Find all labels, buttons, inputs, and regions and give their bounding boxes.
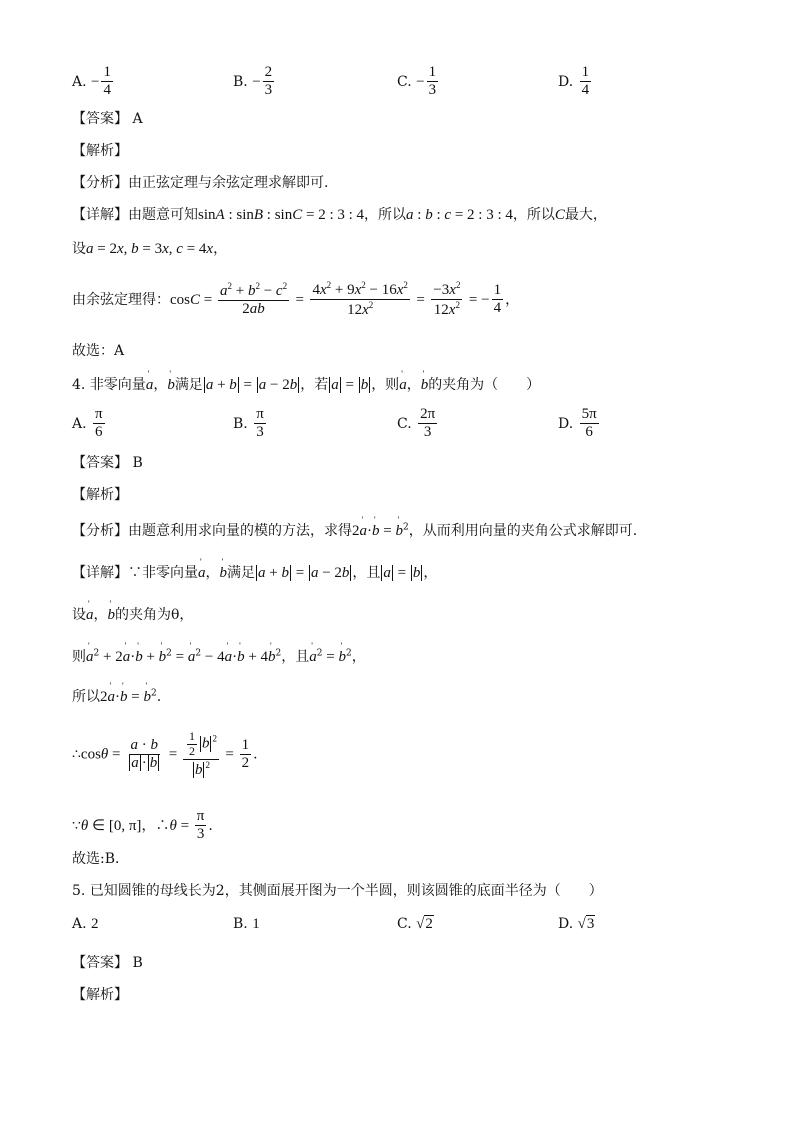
q5-option-a: A. 2 (72, 916, 99, 932)
q4-option-c: C. $\frac{2\pi}{3}$ (397, 406, 436, 441)
q5-option-d: D. √3 (558, 916, 595, 932)
q3-option-a: A. − $\frac{1}{4}$ (72, 64, 111, 99)
q4-theta-range: ∵θ ∈ [0, π]，∴θ = $\frac{\pi}{3}$ . (72, 808, 213, 843)
q4-so: 所以2' a·' b = ' $b^2$. (72, 686, 161, 706)
q5-option-b: B. 1 (233, 916, 260, 932)
q3-detail: 【详解】由题意可知sinA : sinB : sinC = 2 : 3 : 4，所以a : b : c = 2 : 3 : 4，所以C最大， (72, 207, 607, 223)
q4-option-d: D. $\frac{5\pi}{6}$ (558, 406, 597, 441)
q4-option-b: B. $\frac{\pi}{3}$ (233, 406, 264, 441)
q3-option-c: C. − $\frac{1}{3}$ (397, 64, 437, 99)
q3-option-d: D. $\frac{1}{4}$ (558, 64, 590, 99)
q4-expansion: 则' $a^2 + 2'$ a·' b + ' $b^2$ = ' $a^2 - 4'$ a·' b + 4' $b^2$，且' $a^2$ = ' $b^2$， (72, 646, 366, 666)
q5-answer: 【答案】 B (72, 955, 143, 971)
q3-fenxi: 【分析】由正弦定理与余弦定理求解即可. (72, 175, 329, 191)
q4-detail: 【详解】∵非零向量' a，' b满足 a + b = a − 2b ，且 a = b ， (72, 562, 437, 582)
q3-answer: 【答案】 A (72, 111, 143, 127)
q3-let: 设a = 2x, b = 3x, c = 4x， (72, 241, 228, 257)
q5-option-c: C. √2 (397, 916, 433, 932)
q4-fenxi: 【分析】由题意利用求向量的模的方法，求得2' a·' b = ' $b^2$，从而利用向量的夹角公式求解即可. (72, 520, 637, 540)
q4-answer: 【答案】 B (72, 455, 143, 471)
q4-analysis-tag: 【解析】 (72, 487, 128, 503)
q4-option-a: A. $\frac{\pi}{6}$ (72, 406, 103, 441)
q3-analysis-tag: 【解析】 (72, 143, 128, 159)
q4-cos-theta: ∴cosθ = $\frac{a \cdot b}{a \cdot b}$ = $\frac{1}{2}$ b $^2$ b $^2$ = $\frac{1}{2}$ . (72, 729, 258, 778)
q5-stem: 5. 已知圆锥的母线长为2，其侧面展开图为一个半圆，则该圆锥的底面半径为（ ） (72, 883, 603, 899)
q4-let: 设' a，' b的夹角为θ， (72, 604, 193, 624)
q5-analysis-tag: 【解析】 (72, 987, 128, 1003)
q3-option-b: B. − $\frac{2}{3}$ (233, 64, 273, 99)
q3-law-of-cosines: 由余弦定理得：cosC = $\frac{a^2 + b^2 - c^2}{2ab}$ = $\frac{4x^2 + 9x^2 - 16x^2}{12x^2}$ = $\frac{-3x^2}{12x^2}$ = − $\frac{1}{4}$ ， (72, 280, 520, 319)
q3-conclusion: 故选：A (72, 343, 125, 359)
q4-stem: 4. 非零向量' a，' b满足 a + b = a − 2b ，若 a = b ，则' a，' b的夹角为（ ） (72, 374, 540, 394)
q4-conclusion: 故选:B． (72, 851, 130, 867)
